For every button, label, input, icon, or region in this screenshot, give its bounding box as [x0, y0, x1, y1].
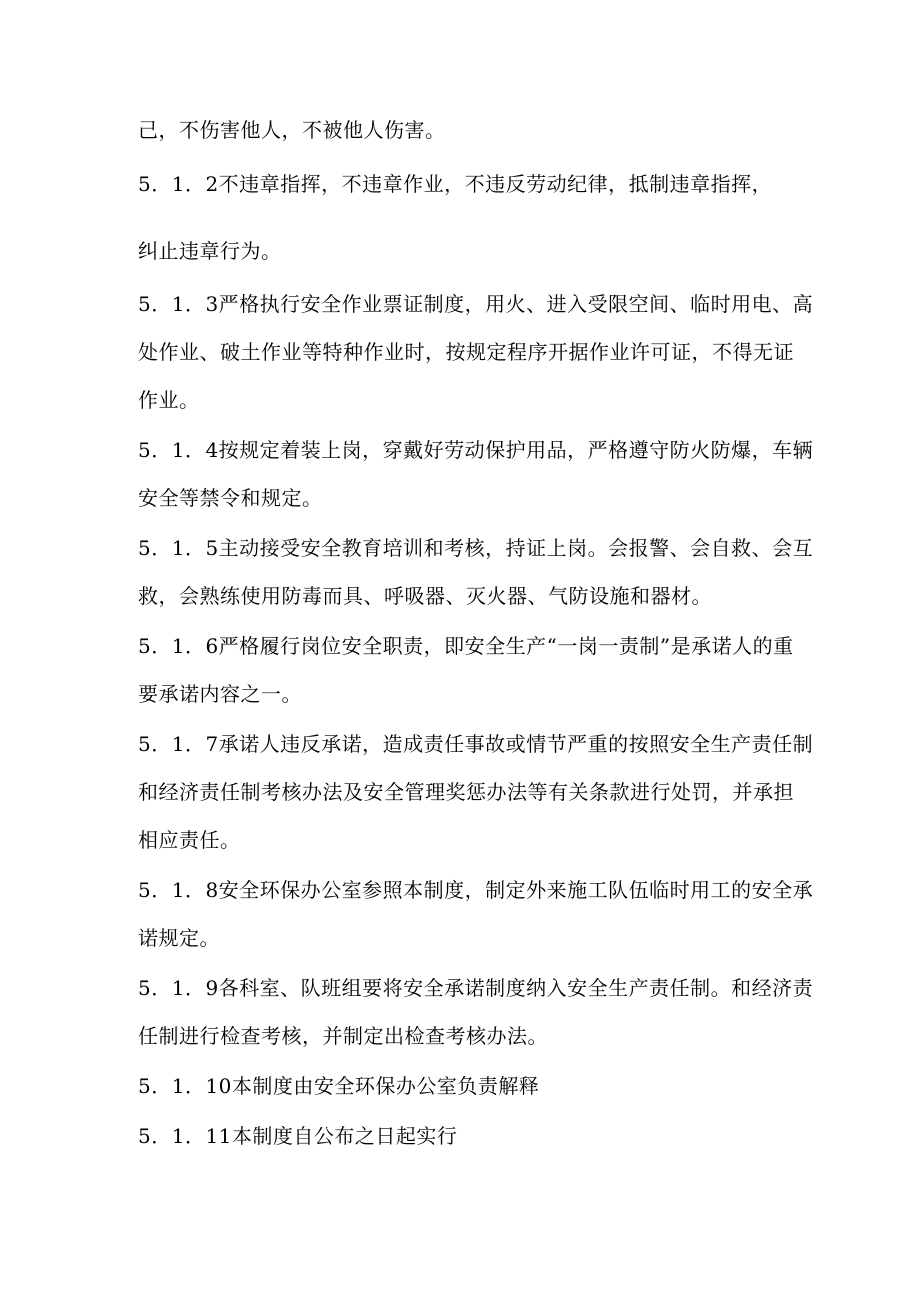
- text-line: 5．1．3严格执行安全作业票证制度，用火、进入受限空间、临时用电、高: [138, 292, 814, 316]
- text-line: 处作业、破土作业等特种作业时，按规定程序开据作业许可证，不得无证: [138, 340, 794, 364]
- text-line: 5．1．11本制度自公布之日起实行: [138, 1124, 458, 1148]
- text-line: 5．1．2不违章指挥，不违章作业，不违反劳动纪律，抵制违章指挥，: [138, 172, 773, 196]
- text-line: 5．1．7承诺人违反承诺，造成责任事故或情节严重的按照安全生产责任制: [138, 732, 814, 756]
- text-line: 5．1．8安全环保办公室参照本制度，制定外来施工队伍临时用工的安全承: [138, 878, 814, 902]
- text-line: 己，不伤害他人，不被他人伤害。: [138, 118, 446, 142]
- text-line: 5．1．10本制度由安全环保办公室负责解释: [138, 1074, 540, 1098]
- text-line: 5．1．4按规定着装上岗，穿戴好劳动保护用品，严格遵守防火防爆，车辆: [138, 438, 814, 462]
- text-line: 纠止违章行为。: [138, 239, 282, 263]
- text-line: 5．1．9各科室、队班组要将安全承诺制度纳入安全生产责任制。和经济责: [138, 976, 814, 1000]
- text-line: 5．1．6严格履行岗位安全职责，即安全生产“一岗一责制”是承诺人的重: [138, 634, 794, 658]
- text-line: 诺规定。: [138, 926, 220, 950]
- text-line: 5．1．5主动接受安全教育培训和考核，持证上岗。会报警、会自救、会互: [138, 536, 814, 560]
- text-line: 和经济责任制考核办法及安全管理奖惩办法等有关条款进行处罚，并承担: [138, 780, 794, 804]
- text-line: 相应责任。: [138, 828, 241, 852]
- text-line: 安全等禁令和规定。: [138, 486, 323, 510]
- text-line: 要承诺内容之一。: [138, 682, 302, 706]
- text-line: 救，会熟练使用防毒而具、呼吸器、灭火器、气防设施和器材。: [138, 584, 712, 608]
- text-line: 任制进行检查考核，并制定出检查考核办法。: [138, 1024, 548, 1048]
- text-line: 作业。: [138, 388, 200, 412]
